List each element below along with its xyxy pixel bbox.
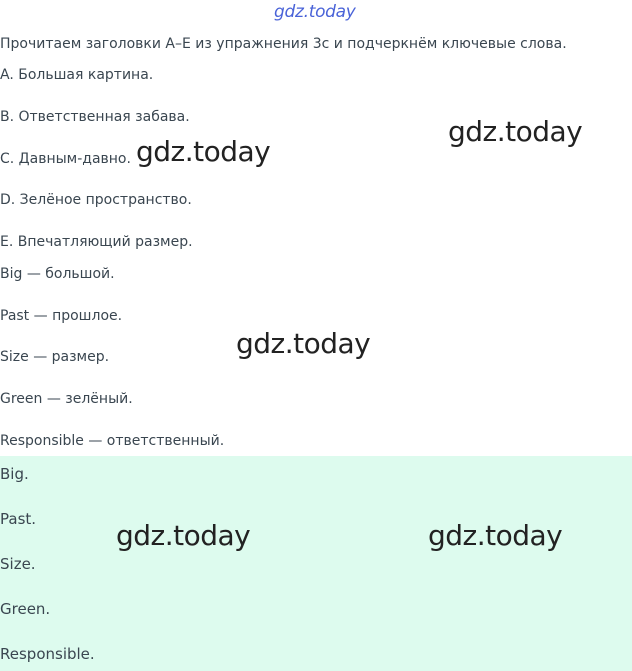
intro-text: Прочитаем заголовки A–E из упражнения 3с и подчеркнём ключевые слова. — [0, 36, 567, 52]
heading-e: E. Впечатляющий размер. — [0, 234, 193, 250]
answer-big: Big. — [0, 465, 29, 483]
answer-size: Size. — [0, 555, 36, 573]
watermark-1: gdz.today — [448, 115, 583, 148]
keyword-responsible: Responsible — ответственный. — [0, 433, 225, 449]
header-watermark: gdz.today — [274, 2, 356, 22]
watermark-3: gdz.today — [236, 327, 371, 360]
keyword-past: Past — прошлое. — [0, 308, 123, 324]
watermark-5: gdz.today — [428, 519, 563, 552]
keyword-green: Green — зелёный. — [0, 391, 133, 407]
answer-past: Past. — [0, 510, 37, 528]
heading-b: B. Ответственная забава. — [0, 109, 190, 125]
heading-d: D. Зелёное пространство. — [0, 192, 192, 208]
watermark-2: gdz.today — [136, 135, 271, 168]
answer-responsible: Responsible. — [0, 645, 95, 663]
answer-block — [0, 456, 632, 671]
answer-green: Green. — [0, 600, 51, 618]
heading-c: C. Давным-давно. — [0, 151, 131, 167]
watermark-4: gdz.today — [116, 519, 251, 552]
keyword-big: Big — большой. — [0, 266, 115, 282]
keyword-size: Size — размер. — [0, 349, 110, 365]
heading-a: A. Большая картина. — [0, 67, 154, 83]
